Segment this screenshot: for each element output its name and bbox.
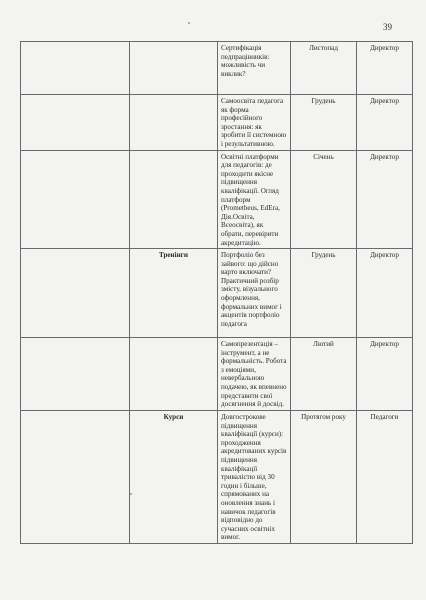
category-cell: Курси [130,411,218,544]
term-cell: Грудень [291,95,357,151]
category-cell [21,42,130,95]
table-row [21,411,413,544]
topic-cell: Самоосвіта педагога як форма професійного зростання: як зробити її системною і результативною. [218,95,291,151]
topic-cell: Довгострокове підвищення кваліфікації (курси): проходження акредитованих курсів підвищення кваліфікації тривалістю від 30 годин і більше, спрямованих на оновлення знань і навичок педагогів відповідно до сучасних освітніх вимог. [218,411,291,544]
scan-speck [188,22,190,24]
table-row [21,249,413,338]
topic-cell: Сертифікація педпрацівників: можливість чи виклик? [218,42,291,95]
category-cell [21,249,130,338]
responsible-cell: Директор [357,95,413,151]
table-row [21,42,413,95]
category-cell: Тренінги [130,249,218,338]
responsible-cell: Директор [357,150,413,249]
responsible-cell: Директор [357,42,413,95]
category-cell [130,42,218,95]
topic-cell: Портфоліо без зайвого: що дійсно варто включати? Практичний розбір змісту, візуального оформлення, формальних вимог і акцентів портфоліо педагога [218,249,291,338]
category-cell [21,150,130,249]
term-cell: Лютий [291,338,357,411]
scan-speck [130,493,132,495]
term-cell: Протягом року [291,411,357,544]
category-cell [130,150,218,249]
event-plan-table [20,41,413,544]
category-cell [21,95,130,151]
category-cell [130,338,218,411]
table-row [21,150,413,249]
responsible-cell: Директор [357,249,413,338]
term-cell: Листопад [291,42,357,95]
term-cell: Січень [291,150,357,249]
responsible-cell: Педагоги [357,411,413,544]
table-row [21,95,413,151]
table-row [21,338,413,411]
category-cell [21,411,130,544]
category-cell [21,338,130,411]
topic-cell: Освітні платформи для педагогів: де проходити якісне підвищення кваліфікації. Огляд платформ (Prometheus, EdEra, Дія.Освіта, Всеосвіта), як обрати, перевірити акредитацію. [218,150,291,249]
page-number: 39 [383,22,392,32]
topic-cell: Самопрезентація – інструмент, а не формальність. Робота з емоціями, невербальною подачею, як впевнено представити свої досягнення й досвід. [218,338,291,411]
category-cell [130,95,218,151]
responsible-cell: Директор [357,338,413,411]
term-cell: Грудень [291,249,357,338]
